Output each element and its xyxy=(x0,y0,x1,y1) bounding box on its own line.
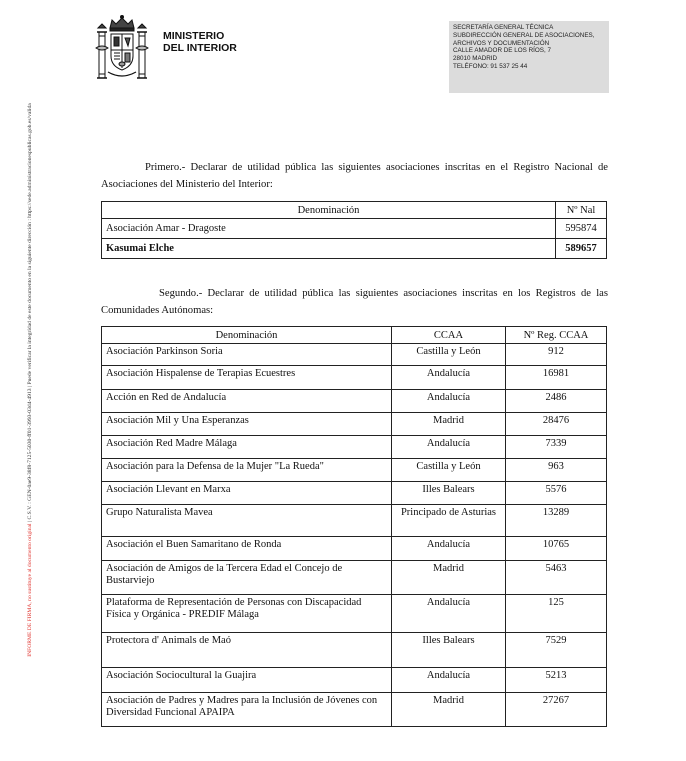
csv-verification-text: | C.S.V. : GEN-0ae9-38f8-7125-5030-ff01-3993-03d4-4913 | Puede verificar la integridad de este documento en la siguiente dirección : https://sede.administracionespublicas.gob.es/valida xyxy=(27,103,33,524)
column-header-name: Denominación xyxy=(102,327,392,344)
cell-reg: 5213 xyxy=(506,668,607,693)
cell-reg: 7339 xyxy=(506,436,607,459)
cell-reg: 16981 xyxy=(506,366,607,390)
ministry-line-2: DEL INTERIOR xyxy=(163,42,237,54)
cell-ccaa: Andalucía xyxy=(392,595,506,633)
section-2-text: Segundo.- Declarar de utilidad pública las siguientes asociaciones inscritas en los Registros de las Comunidades Autónomas: xyxy=(101,288,608,316)
verification-sidebar xyxy=(25,60,35,700)
cell-reg: 5463 xyxy=(506,561,607,595)
cell-reg: 10765 xyxy=(506,537,607,561)
column-header-name: Denominación xyxy=(102,202,556,219)
cell-reg: 28476 xyxy=(506,413,607,436)
secretariat-line: 28010 MADRID xyxy=(453,55,498,63)
cell-name: Asociación Hispalense de Terapias Ecuestres xyxy=(102,366,392,390)
cell-name: Asociación Llevant en Marxa xyxy=(102,482,392,505)
table-row xyxy=(102,595,607,633)
table-row xyxy=(102,239,607,259)
secretariat-line: ARCHIVOS Y DOCUMENTACIÓN xyxy=(453,39,550,47)
cell-name: Asociación de Padres y Madres para la Inclusión de Jóvenes con Diversidad Funcional APAIPA xyxy=(102,693,392,727)
secretariat-line: TELÉFONO: 91 537 25 44 xyxy=(453,62,528,70)
column-header-ccaa: CCAA xyxy=(392,327,506,344)
table-header-row xyxy=(102,202,607,219)
cell-name: Acción en Red de Andalucía xyxy=(102,390,392,413)
cell-ccaa: Madrid xyxy=(392,693,506,727)
cell-ccaa: Illes Balears xyxy=(392,482,506,505)
cell-ccaa: Castilla y León xyxy=(392,344,506,366)
cell-name: Asociación Mil y Una Esperanzas xyxy=(102,413,392,436)
cell-number: 589657 xyxy=(556,239,607,259)
cell-name: Asociación Sociocultural la Guajira xyxy=(102,668,392,693)
cell-name: Asociación el Buen Samaritano de Ronda xyxy=(102,537,392,561)
table-row xyxy=(102,668,607,693)
secretariat-line: CALLE AMADOR DE LOS RÍOS, 7 xyxy=(453,47,551,55)
column-header-reg: Nº Reg. CCAA xyxy=(506,327,607,344)
table-row xyxy=(102,219,607,239)
section-1-paragraph xyxy=(101,159,608,193)
cell-name: Plataforma de Representación de Personas con Discapacidad Física y Orgánica - PREDIF Málaga xyxy=(102,595,392,633)
table-row xyxy=(102,459,607,482)
secretariat-address-box xyxy=(449,21,609,93)
cell-ccaa: Andalucía xyxy=(392,366,506,390)
cell-reg: 912 xyxy=(506,344,607,366)
cell-name: Asociación para la Defensa de la Mujer "La Rueda" xyxy=(102,459,392,482)
cell-name: Kasumai Elche xyxy=(102,239,556,259)
ministry-line-1: MINISTERIO xyxy=(163,30,225,42)
ministry-name xyxy=(163,30,237,54)
table-row xyxy=(102,561,607,595)
cell-ccaa: Illes Balears xyxy=(392,633,506,668)
cell-ccaa: Principado de Asturias xyxy=(392,505,506,537)
section-2-paragraph xyxy=(101,285,608,319)
cell-ccaa: Andalucía xyxy=(392,390,506,413)
cell-reg: 5576 xyxy=(506,482,607,505)
table-row xyxy=(102,505,607,537)
cell-ccaa: Madrid xyxy=(392,413,506,436)
table-row xyxy=(102,537,607,561)
cell-name: Grupo Naturalista Mavea xyxy=(102,505,392,537)
cell-reg: 13289 xyxy=(506,505,607,537)
cell-name: Asociación Parkinson Soria xyxy=(102,344,392,366)
cell-ccaa: Andalucía xyxy=(392,668,506,693)
table-header-row xyxy=(102,327,607,344)
cell-name: Asociación Red Madre Málaga xyxy=(102,436,392,459)
cell-reg: 7529 xyxy=(506,633,607,668)
cell-reg: 125 xyxy=(506,595,607,633)
cell-name: Protectora d' Animals de Maó xyxy=(102,633,392,668)
cell-name: Asociación de Amigos de la Tercera Edad el Concejo de Bustarviejo xyxy=(102,561,392,595)
column-header-number: Nº Nal xyxy=(556,202,607,219)
secretariat-line: SUBDIRECCIÓN GENERAL DE ASOCIACIONES, xyxy=(453,31,595,39)
cell-reg: 963 xyxy=(506,459,607,482)
cell-number: 595874 xyxy=(556,219,607,239)
table-row xyxy=(102,390,607,413)
table-row xyxy=(102,693,607,727)
national-registry-table xyxy=(101,201,607,259)
cell-reg: 27267 xyxy=(506,693,607,727)
cell-ccaa: Madrid xyxy=(392,561,506,595)
table-row xyxy=(102,436,607,459)
cell-reg: 2486 xyxy=(506,390,607,413)
table-row xyxy=(102,633,607,668)
signature-report-note: INFORME DE FIRMA, no sustituye al documento original xyxy=(27,523,33,657)
secretariat-line: SECRETARÍA GENERAL TÉCNICA xyxy=(453,24,554,31)
table-row xyxy=(102,413,607,436)
cell-name: Asociación Amar - Dragoste xyxy=(102,219,556,239)
cell-ccaa: Castilla y León xyxy=(392,459,506,482)
table-row xyxy=(102,344,607,366)
section-1-text: Primero.- Declarar de utilidad pública las siguientes asociaciones inscritas en el Registro Nacional de Asociaciones del Ministerio del Interior: xyxy=(101,162,608,190)
regional-registry-table xyxy=(101,326,607,727)
table-row xyxy=(102,366,607,390)
cell-ccaa: Andalucía xyxy=(392,537,506,561)
cell-ccaa: Andalucía xyxy=(392,436,506,459)
coat-of-arms-icon xyxy=(94,14,150,86)
table-row xyxy=(102,482,607,505)
